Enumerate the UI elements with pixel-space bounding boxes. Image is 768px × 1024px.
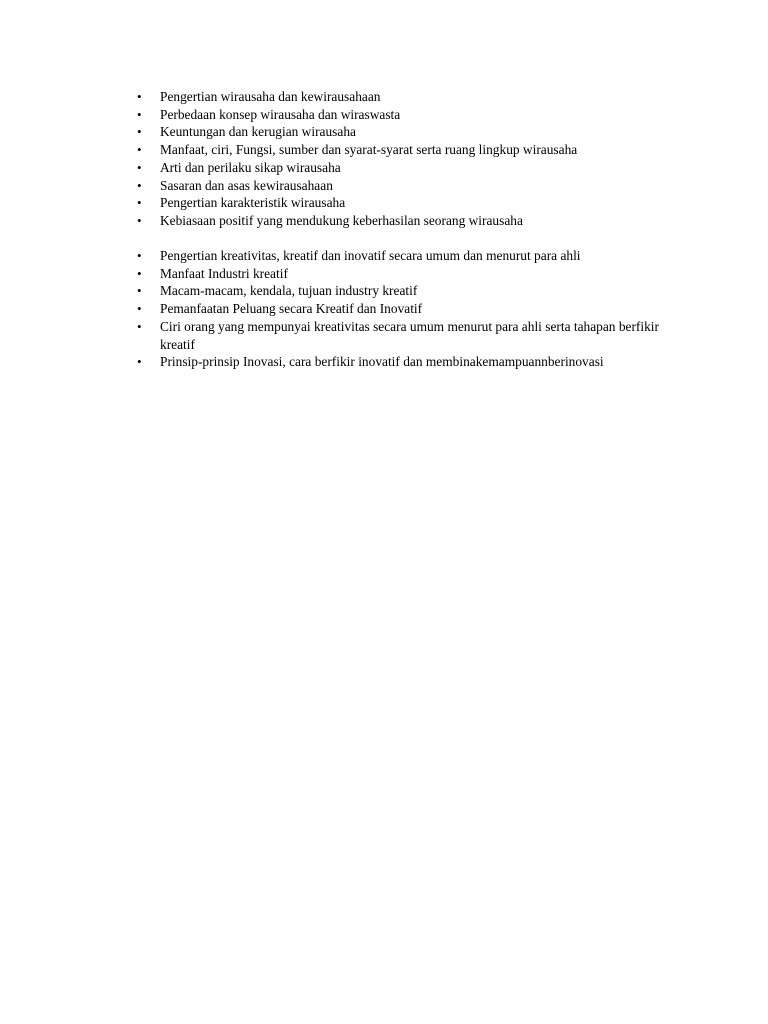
- list-item-text: Pengertian wirausaha dan kewirausahaan: [160, 89, 381, 104]
- list-item-text: Pemanfaatan Peluang secara Kreatif dan Inovatif: [160, 301, 423, 317]
- list-item: [134, 247, 714, 265]
- bullet-icon: •: [137, 195, 142, 211]
- list-item: [134, 106, 714, 124]
- topic-list-wirausaha: [134, 88, 714, 230]
- bullet-icon: •: [137, 106, 142, 122]
- list-item-text: Sasaran dan asas kewirausahaan: [160, 177, 333, 193]
- list-item-text: Macam-macam, kendala, tujuan industry kreatif: [160, 283, 418, 299]
- list-item-text: Prinsip-prinsip Inovasi, cara berfikir inovatif dan membinakemampuannberinovasi: [160, 354, 604, 370]
- bullet-icon: •: [137, 212, 142, 228]
- list-item: [134, 159, 714, 177]
- list-item-text: Manfaat Industri kreatif: [160, 265, 288, 281]
- bullet-icon: •: [137, 301, 142, 317]
- bullet-icon: •: [137, 159, 142, 175]
- list-item: [134, 141, 714, 159]
- list-item-text: Kebiasaan positif yang mendukung keberhasilan seorang wirausaha: [160, 212, 523, 228]
- list-item: [134, 177, 714, 195]
- bullet-icon: •: [137, 142, 142, 158]
- list-item: [134, 265, 714, 283]
- list-item-text: Perbedaan konsep wirausaha dan wiraswasta: [160, 106, 401, 122]
- bullet-icon: •: [137, 177, 142, 193]
- bullet-icon: •: [137, 248, 142, 263]
- list-item-text: Ciri orang yang mempunyai kreativitas secara umum menurut para ahli serta tahapan berfikir kreatif: [160, 318, 659, 352]
- bullet-icon: •: [137, 318, 142, 334]
- list-item: [134, 123, 714, 141]
- bullet-icon: •: [137, 124, 142, 140]
- topic-list-kreativitas: [134, 247, 714, 371]
- bullet-icon: •: [137, 265, 142, 281]
- list-item: [134, 353, 714, 371]
- list-item: [134, 282, 714, 300]
- bullet-icon: •: [137, 354, 142, 370]
- bullet-icon: •: [137, 283, 142, 299]
- list-item: [134, 212, 714, 230]
- list-item: [134, 300, 714, 318]
- list-item-text: Manfaat, ciri, Fungsi, sumber dan syarat-syarat serta ruang lingkup wirausaha: [160, 142, 578, 158]
- list-item-text: Keuntungan dan kerugian wirausaha: [160, 124, 356, 140]
- list-item: [134, 318, 714, 353]
- list-item-text: Pengertian kreativitas, kreatif dan inovatif secara umum dan menurut para ahli: [160, 248, 581, 263]
- list-item: [134, 88, 714, 106]
- list-item: [134, 194, 714, 212]
- list-item-text: Arti dan perilaku sikap wirausaha: [160, 159, 341, 175]
- list-item-text: Pengertian karakteristik wirausaha: [160, 195, 346, 211]
- bullet-icon: •: [137, 89, 142, 104]
